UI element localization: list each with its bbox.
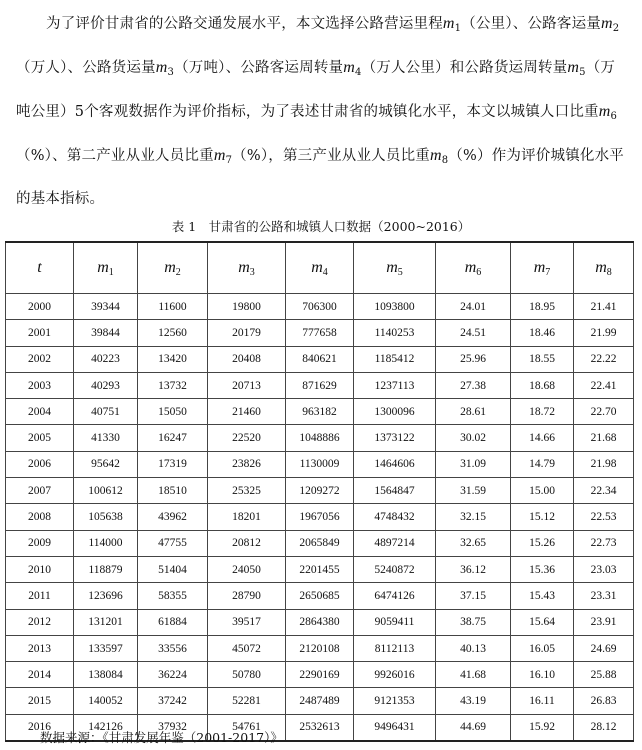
year-cell: 2009 bbox=[6, 530, 74, 556]
value-cell: 1140253 bbox=[354, 320, 436, 346]
value-cell: 12560 bbox=[138, 320, 208, 346]
value-cell: 4897214 bbox=[354, 530, 436, 556]
value-cell: 24.69 bbox=[574, 635, 634, 661]
table-row bbox=[6, 372, 634, 398]
value-cell: 39517 bbox=[208, 609, 286, 635]
value-cell: 118879 bbox=[74, 556, 138, 582]
value-cell: 1209272 bbox=[286, 478, 354, 504]
value-cell: 40.13 bbox=[436, 635, 511, 661]
value-cell: 26.83 bbox=[574, 688, 634, 714]
value-cell: 54761 bbox=[208, 714, 286, 741]
var-m2: $m_2$ bbox=[600, 15, 620, 34]
year-cell: 2016 bbox=[6, 714, 74, 741]
value-cell: 32.15 bbox=[436, 504, 511, 530]
value-cell: 17319 bbox=[138, 451, 208, 477]
value-cell: 21.99 bbox=[574, 320, 634, 346]
year-cell: 2011 bbox=[6, 583, 74, 609]
intro-paragraph bbox=[16, 4, 628, 219]
header-m8: $m_8$ bbox=[574, 242, 634, 294]
value-cell: 37242 bbox=[138, 688, 208, 714]
value-cell: 20713 bbox=[208, 372, 286, 398]
para-text-8: （%），第三产业从业人员比重 bbox=[232, 148, 430, 164]
var-m5: $m_5$ bbox=[567, 59, 586, 78]
value-cell: 1130009 bbox=[286, 451, 354, 477]
year-cell: 2001 bbox=[6, 320, 74, 346]
value-cell: 100612 bbox=[74, 478, 138, 504]
var-m1: $m_1$ bbox=[442, 15, 462, 34]
value-cell: 2201455 bbox=[286, 556, 354, 582]
para-text-6: （万吨公里）5个客观数据作为评价指标，为了表述甘肃省的城镇化水平，本文以城镇人口比重 bbox=[16, 60, 616, 120]
value-cell: 32.65 bbox=[436, 530, 511, 556]
value-cell: 40751 bbox=[74, 399, 138, 425]
value-cell: 15.64 bbox=[511, 609, 574, 635]
value-cell: 22.73 bbox=[574, 530, 634, 556]
para-text-1: 为了评价甘肃省的公路交通发展水平，本文选择公路营运里程 bbox=[46, 16, 443, 32]
value-cell: 23826 bbox=[208, 451, 286, 477]
header-t: t bbox=[6, 242, 74, 294]
value-cell: 39344 bbox=[74, 294, 138, 320]
table-row bbox=[6, 399, 634, 425]
value-cell: 31.59 bbox=[436, 478, 511, 504]
source-note: 数据来源：《甘肃发展年鉴（2001-2017）》 bbox=[40, 730, 283, 745]
table-row bbox=[6, 635, 634, 661]
para-text-4: （万吨）、公路客运周转量 bbox=[174, 60, 344, 76]
header-m2: $m_2$ bbox=[138, 242, 208, 294]
value-cell: 40223 bbox=[74, 346, 138, 372]
value-cell: 25325 bbox=[208, 478, 286, 504]
value-cell: 27.38 bbox=[436, 372, 511, 398]
value-cell: 16.11 bbox=[511, 688, 574, 714]
value-cell: 133597 bbox=[74, 635, 138, 661]
value-cell: 16247 bbox=[138, 425, 208, 451]
value-cell: 22.22 bbox=[574, 346, 634, 372]
value-cell: 8112113 bbox=[354, 635, 436, 661]
value-cell: 51404 bbox=[138, 556, 208, 582]
table-row bbox=[6, 346, 634, 372]
value-cell: 41.68 bbox=[436, 662, 511, 688]
value-cell: 58355 bbox=[138, 583, 208, 609]
value-cell: 22.53 bbox=[574, 504, 634, 530]
value-cell: 28790 bbox=[208, 583, 286, 609]
value-cell: 18.68 bbox=[511, 372, 574, 398]
year-cell: 2004 bbox=[6, 399, 74, 425]
value-cell: 706300 bbox=[286, 294, 354, 320]
value-cell: 41330 bbox=[74, 425, 138, 451]
table-row bbox=[6, 688, 634, 714]
value-cell: 15.92 bbox=[511, 714, 574, 741]
data-table bbox=[5, 241, 634, 742]
table-row bbox=[6, 556, 634, 582]
var-m8: $m_8$ bbox=[429, 147, 449, 166]
value-cell: 19800 bbox=[208, 294, 286, 320]
value-cell: 21460 bbox=[208, 399, 286, 425]
year-cell: 2013 bbox=[6, 635, 74, 661]
table-row bbox=[6, 504, 634, 530]
year-cell: 2015 bbox=[6, 688, 74, 714]
year-cell: 2010 bbox=[6, 556, 74, 582]
value-cell: 22.34 bbox=[574, 478, 634, 504]
value-cell: 15.36 bbox=[511, 556, 574, 582]
value-cell: 23.31 bbox=[574, 583, 634, 609]
value-cell: 2487489 bbox=[286, 688, 354, 714]
value-cell: 18510 bbox=[138, 478, 208, 504]
year-cell: 2008 bbox=[6, 504, 74, 530]
table-row bbox=[6, 530, 634, 556]
value-cell: 20812 bbox=[208, 530, 286, 556]
table-row bbox=[6, 320, 634, 346]
para-text-7: （%）、第二产业从业人员比重 bbox=[16, 148, 214, 164]
value-cell: 28.12 bbox=[574, 714, 634, 741]
value-cell: 9496431 bbox=[354, 714, 436, 741]
value-cell: 52281 bbox=[208, 688, 286, 714]
value-cell: 9059411 bbox=[354, 609, 436, 635]
value-cell: 33556 bbox=[138, 635, 208, 661]
value-cell: 1185412 bbox=[354, 346, 436, 372]
year-cell: 2014 bbox=[6, 662, 74, 688]
year-cell: 2006 bbox=[6, 451, 74, 477]
para-text-3: （万人）、公路货运量 bbox=[16, 60, 156, 76]
header-m1: $m_1$ bbox=[74, 242, 138, 294]
table-row bbox=[6, 294, 634, 320]
value-cell: 14.66 bbox=[511, 425, 574, 451]
value-cell: 114000 bbox=[74, 530, 138, 556]
value-cell: 1967056 bbox=[286, 504, 354, 530]
value-cell: 2532613 bbox=[286, 714, 354, 741]
table-header-row bbox=[6, 242, 634, 294]
year-cell: 2005 bbox=[6, 425, 74, 451]
year-cell: 2012 bbox=[6, 609, 74, 635]
value-cell: 6474126 bbox=[354, 583, 436, 609]
value-cell: 2650685 bbox=[286, 583, 354, 609]
table-row bbox=[6, 451, 634, 477]
value-cell: 142126 bbox=[74, 714, 138, 741]
var-m4: $m_4$ bbox=[343, 59, 362, 78]
value-cell: 39844 bbox=[74, 320, 138, 346]
value-cell: 16.10 bbox=[511, 662, 574, 688]
value-cell: 963182 bbox=[286, 399, 354, 425]
value-cell: 36224 bbox=[138, 662, 208, 688]
value-cell: 28.61 bbox=[436, 399, 511, 425]
value-cell: 1300096 bbox=[354, 399, 436, 425]
year-cell: 2007 bbox=[6, 478, 74, 504]
table-row bbox=[6, 662, 634, 688]
value-cell: 2120108 bbox=[286, 635, 354, 661]
header-m4: $m_4$ bbox=[286, 242, 354, 294]
value-cell: 15.43 bbox=[511, 583, 574, 609]
value-cell: 123696 bbox=[74, 583, 138, 609]
para-text-2: （公里）、公路客运量 bbox=[461, 16, 601, 32]
value-cell: 43.19 bbox=[436, 688, 511, 714]
value-cell: 1464606 bbox=[354, 451, 436, 477]
value-cell: 11600 bbox=[138, 294, 208, 320]
header-m7: $m_7$ bbox=[511, 242, 574, 294]
value-cell: 131201 bbox=[74, 609, 138, 635]
value-cell: 43962 bbox=[138, 504, 208, 530]
value-cell: 36.12 bbox=[436, 556, 511, 582]
value-cell: 44.69 bbox=[436, 714, 511, 741]
value-cell: 24.01 bbox=[436, 294, 511, 320]
value-cell: 138084 bbox=[74, 662, 138, 688]
var-m6: $m_6$ bbox=[598, 103, 618, 122]
value-cell: 45072 bbox=[208, 635, 286, 661]
value-cell: 15.12 bbox=[511, 504, 574, 530]
value-cell: 37.15 bbox=[436, 583, 511, 609]
value-cell: 840621 bbox=[286, 346, 354, 372]
value-cell: 18.46 bbox=[511, 320, 574, 346]
value-cell: 18.72 bbox=[511, 399, 574, 425]
value-cell: 21.68 bbox=[574, 425, 634, 451]
year-cell: 2002 bbox=[6, 346, 74, 372]
value-cell: 1373122 bbox=[354, 425, 436, 451]
value-cell: 140052 bbox=[74, 688, 138, 714]
para-text-9: （%）作为评价城镇化水平的基本指标。 bbox=[16, 148, 624, 207]
header-m6: $m_6$ bbox=[436, 242, 511, 294]
value-cell: 47755 bbox=[138, 530, 208, 556]
value-cell: 14.79 bbox=[511, 451, 574, 477]
value-cell: 20179 bbox=[208, 320, 286, 346]
value-cell: 22.41 bbox=[574, 372, 634, 398]
value-cell: 37932 bbox=[138, 714, 208, 741]
var-m3: $m_3$ bbox=[155, 59, 175, 78]
value-cell: 24050 bbox=[208, 556, 286, 582]
value-cell: 25.96 bbox=[436, 346, 511, 372]
year-cell: 2003 bbox=[6, 372, 74, 398]
value-cell: 16.05 bbox=[511, 635, 574, 661]
value-cell: 1048886 bbox=[286, 425, 354, 451]
value-cell: 22520 bbox=[208, 425, 286, 451]
value-cell: 9121353 bbox=[354, 688, 436, 714]
table-row bbox=[6, 478, 634, 504]
value-cell: 61884 bbox=[138, 609, 208, 635]
value-cell: 24.51 bbox=[436, 320, 511, 346]
value-cell: 1237113 bbox=[354, 372, 436, 398]
value-cell: 18201 bbox=[208, 504, 286, 530]
value-cell: 21.98 bbox=[574, 451, 634, 477]
value-cell: 95642 bbox=[74, 451, 138, 477]
table-caption: 表 1 甘肃省的公路和城镇人口数据（2000~2016） bbox=[171, 219, 471, 234]
value-cell: 21.41 bbox=[574, 294, 634, 320]
value-cell: 1564847 bbox=[354, 478, 436, 504]
value-cell: 2065849 bbox=[286, 530, 354, 556]
value-cell: 871629 bbox=[286, 372, 354, 398]
value-cell: 20408 bbox=[208, 346, 286, 372]
value-cell: 30.02 bbox=[436, 425, 511, 451]
value-cell: 15.00 bbox=[511, 478, 574, 504]
value-cell: 2290169 bbox=[286, 662, 354, 688]
value-cell: 18.55 bbox=[511, 346, 574, 372]
header-m3: $m_3$ bbox=[208, 242, 286, 294]
para-text-5: （万人公里）和公路货运周转量 bbox=[361, 60, 568, 76]
table-row bbox=[6, 609, 634, 635]
value-cell: 25.88 bbox=[574, 662, 634, 688]
value-cell: 23.91 bbox=[574, 609, 634, 635]
value-cell: 31.09 bbox=[436, 451, 511, 477]
value-cell: 22.70 bbox=[574, 399, 634, 425]
value-cell: 4748432 bbox=[354, 504, 436, 530]
value-cell: 18.95 bbox=[511, 294, 574, 320]
value-cell: 105638 bbox=[74, 504, 138, 530]
header-m5: $m_5$ bbox=[354, 242, 436, 294]
value-cell: 13732 bbox=[138, 372, 208, 398]
value-cell: 9926016 bbox=[354, 662, 436, 688]
value-cell: 50780 bbox=[208, 662, 286, 688]
value-cell: 38.75 bbox=[436, 609, 511, 635]
var-m7: $m_7$ bbox=[213, 147, 233, 166]
table-row bbox=[6, 583, 634, 609]
value-cell: 1093800 bbox=[354, 294, 436, 320]
table-body bbox=[6, 294, 634, 742]
value-cell: 23.03 bbox=[574, 556, 634, 582]
value-cell: 15050 bbox=[138, 399, 208, 425]
value-cell: 13420 bbox=[138, 346, 208, 372]
value-cell: 2864380 bbox=[286, 609, 354, 635]
value-cell: 15.26 bbox=[511, 530, 574, 556]
year-cell: 2000 bbox=[6, 294, 74, 320]
value-cell: 40293 bbox=[74, 372, 138, 398]
value-cell: 777658 bbox=[286, 320, 354, 346]
value-cell: 5240872 bbox=[354, 556, 436, 582]
table-row bbox=[6, 425, 634, 451]
